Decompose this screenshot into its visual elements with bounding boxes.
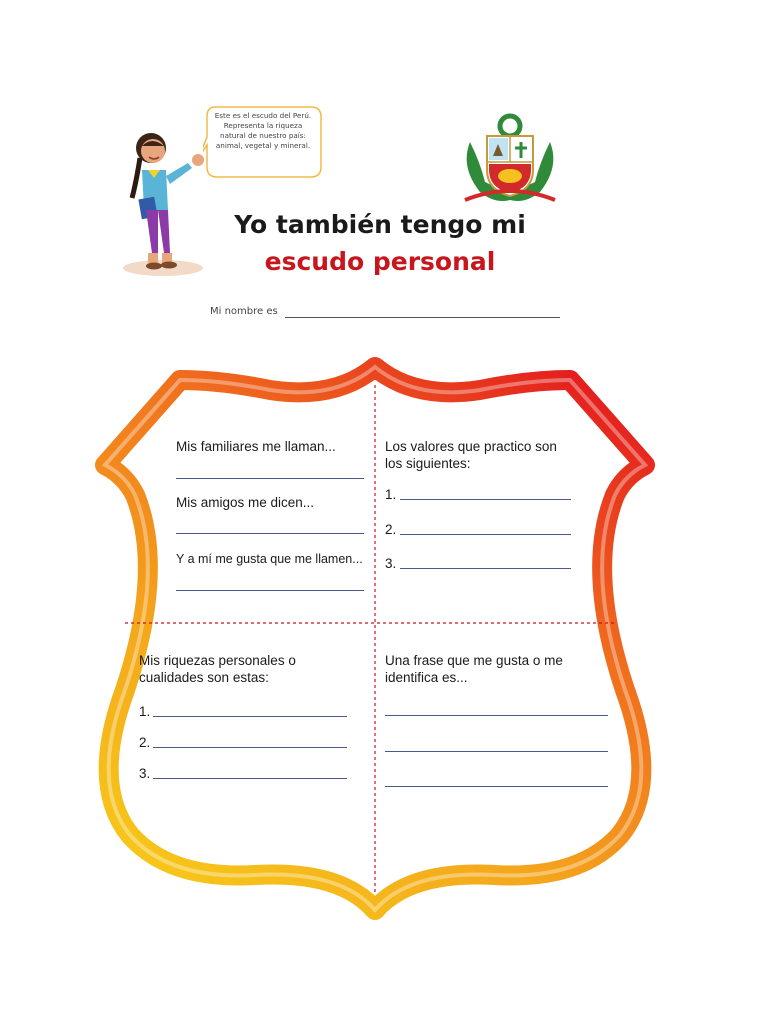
values-number-1: 1. [385,487,397,502]
qualities-line-2[interactable] [153,747,347,748]
name-label: Mi nombre es [210,306,278,317]
answer-line-preferred[interactable] [176,590,364,591]
peru-coat-of-arms-icon [455,112,565,210]
qualities-line-3[interactable] [153,778,347,779]
prompt-family-nickname: Mis familiares me llaman... [176,439,336,454]
values-line-1[interactable] [400,499,571,500]
prompt-favorite-phrase: Una frase que me gusta o me identifica es... [385,653,563,685]
personal-shield [70,355,670,920]
phrase-line-1[interactable] [385,715,608,716]
speech-bubble-text: Este es el escudo del Perú. Representa la riqueza natural de nuestro país: animal, vegetal y mineral. [214,111,312,150]
page-title-line2: escudo personal [264,247,496,276]
phrase-line-3[interactable] [385,786,608,787]
values-number-2: 2. [385,522,397,537]
prompt-preferred-name: Y a mí me gusta que me llamen... [176,552,363,566]
page-title-line1: Yo también tengo mi [234,210,526,239]
prompt-friends-nickname: Mis amigos me dicen... [176,495,315,510]
qualities-number-2: 2. [139,735,151,750]
prompt-values: Los valores que practico son los siguientes: [385,439,557,471]
name-input-line[interactable] [285,317,560,318]
values-line-3[interactable] [400,568,571,569]
values-number-3: 3. [385,556,397,571]
values-line-2[interactable] [400,534,571,535]
qualities-number-3: 3. [139,766,151,781]
qualities-number-1: 1. [139,704,151,719]
phrase-line-2[interactable] [385,751,608,752]
qualities-line-1[interactable] [153,716,347,717]
answer-line-family[interactable] [176,478,364,479]
prompt-qualities: Mis riquezas personales o cualidades son estas: [139,653,296,685]
answer-line-friends[interactable] [176,533,364,534]
